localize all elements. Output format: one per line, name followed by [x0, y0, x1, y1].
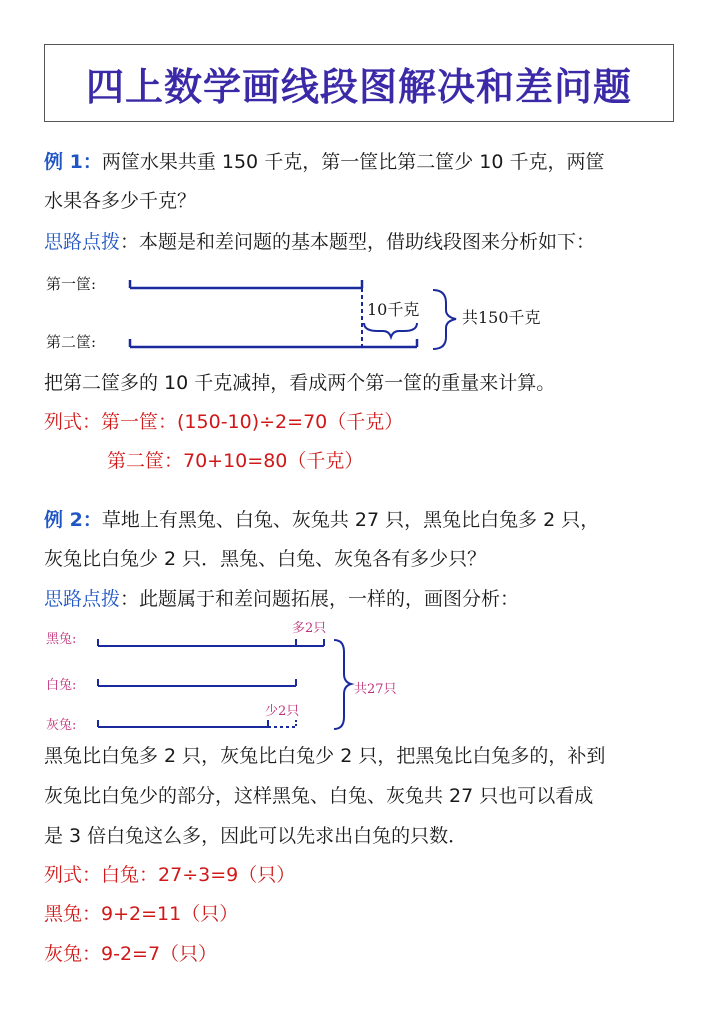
example1-explain-text: 把第二筐多的 10 千克减掉，看成两个第一筐的重量来计算。	[44, 372, 556, 394]
example1-label: 例 1：	[44, 151, 102, 173]
example1-hint-label: 思路点拨	[44, 231, 121, 253]
example2-diagram	[0, 618, 719, 738]
diagram2-more-label: 多2只	[292, 621, 327, 636]
example2-text2: 灰兔比白兔少 2 只．黑兔、白兔、灰兔各有多少只？	[44, 548, 487, 570]
example2-formula1: 白兔：27÷3=9（只）	[101, 864, 296, 886]
diagram1-total-brace	[433, 290, 456, 349]
diagram1-segment2	[130, 339, 417, 347]
diagram2-row3-label: 灰兔:	[46, 718, 77, 733]
example2-hint-text: ：此题属于和差问题拓展，一样的，画图分析：	[120, 588, 520, 610]
example2-explain2: 灰兔比白兔少的部分，这样黑兔、白兔、灰兔共 27 只也可以看成	[44, 785, 594, 807]
example1-text2: 水果各多少千克？	[44, 190, 197, 212]
example1-formula-label: 列式：	[44, 411, 102, 433]
diagram1-diff-label: 10千克	[367, 300, 420, 319]
example1-diagram	[0, 265, 719, 365]
example1-question-line1	[44, 148, 604, 176]
example1-explain	[44, 369, 555, 397]
diagram2-row2-label: 白兔:	[46, 678, 77, 693]
example2-hint-label: 思路点拨	[44, 588, 121, 610]
diagram2-segment-gray	[98, 720, 268, 727]
example2-formula2: 黑兔：9+2=11（只）	[44, 903, 239, 925]
example2-hint	[44, 585, 519, 613]
diagram2-row1-label: 黑兔:	[46, 632, 77, 647]
example2-explain3: 是 3 倍白兔这么多，因此可以先求出白兔的只数．	[44, 825, 468, 847]
example1-formula-line2	[107, 447, 363, 475]
diagram2-segment-black	[98, 639, 324, 646]
example1-formula-line1	[44, 408, 403, 436]
example2-question-line2	[44, 545, 486, 573]
title-box	[44, 44, 674, 122]
example2-formula-line3	[44, 940, 217, 968]
diagram2-less-label: 少2只	[265, 704, 300, 719]
diagram1-segment1	[130, 280, 362, 288]
example2-text1: 草地上有黑兔、白兔、灰兔共 27 只，黑兔比白兔多 2 只，	[101, 509, 600, 531]
diagram1-diff-brace	[364, 323, 417, 337]
example1-question-line2	[44, 187, 196, 215]
diagram2-total-brace	[334, 640, 351, 729]
example2-formula-line2	[44, 900, 238, 928]
diagram1-total-label: 共150千克	[462, 308, 541, 327]
example2-explain1: 黑兔比白兔多 2 只，灰兔比白兔少 2 只，把黑兔比白兔多的，补到	[44, 745, 606, 767]
example2-formula3: 灰兔：9-2=7（只）	[44, 943, 218, 965]
example2-formula-line1	[44, 861, 295, 889]
example2-explain-line1	[44, 742, 605, 770]
diagram1-row2-label: 第二筐:	[46, 333, 97, 351]
example2-explain-line2	[44, 782, 593, 810]
example1-hint-text: ：本题是和差问题的基本题型，借助线段图来分析如下：	[120, 231, 596, 253]
diagram1-row1-label: 第一筐:	[46, 275, 97, 293]
example1-text1: 两筐水果共重 150 千克，第一筐比第二筐少 10 千克，两筐	[101, 151, 605, 173]
diagram2-segment-white	[98, 679, 296, 686]
example1-formula2: 第二筐：70+10=80（千克）	[107, 450, 364, 472]
example2-question-line1	[44, 506, 599, 534]
example1-formula1: 第一筐：(150-10)÷2=70（千克）	[101, 411, 404, 433]
example1-hint	[44, 228, 595, 256]
example2-explain-line3	[44, 822, 467, 850]
example2-formula-label: 列式：	[44, 864, 102, 886]
page-title: 四上数学画线段图解决和差问题	[85, 63, 632, 109]
diagram2-total-label: 共27只	[354, 682, 397, 697]
example2-label: 例 2：	[44, 509, 102, 531]
